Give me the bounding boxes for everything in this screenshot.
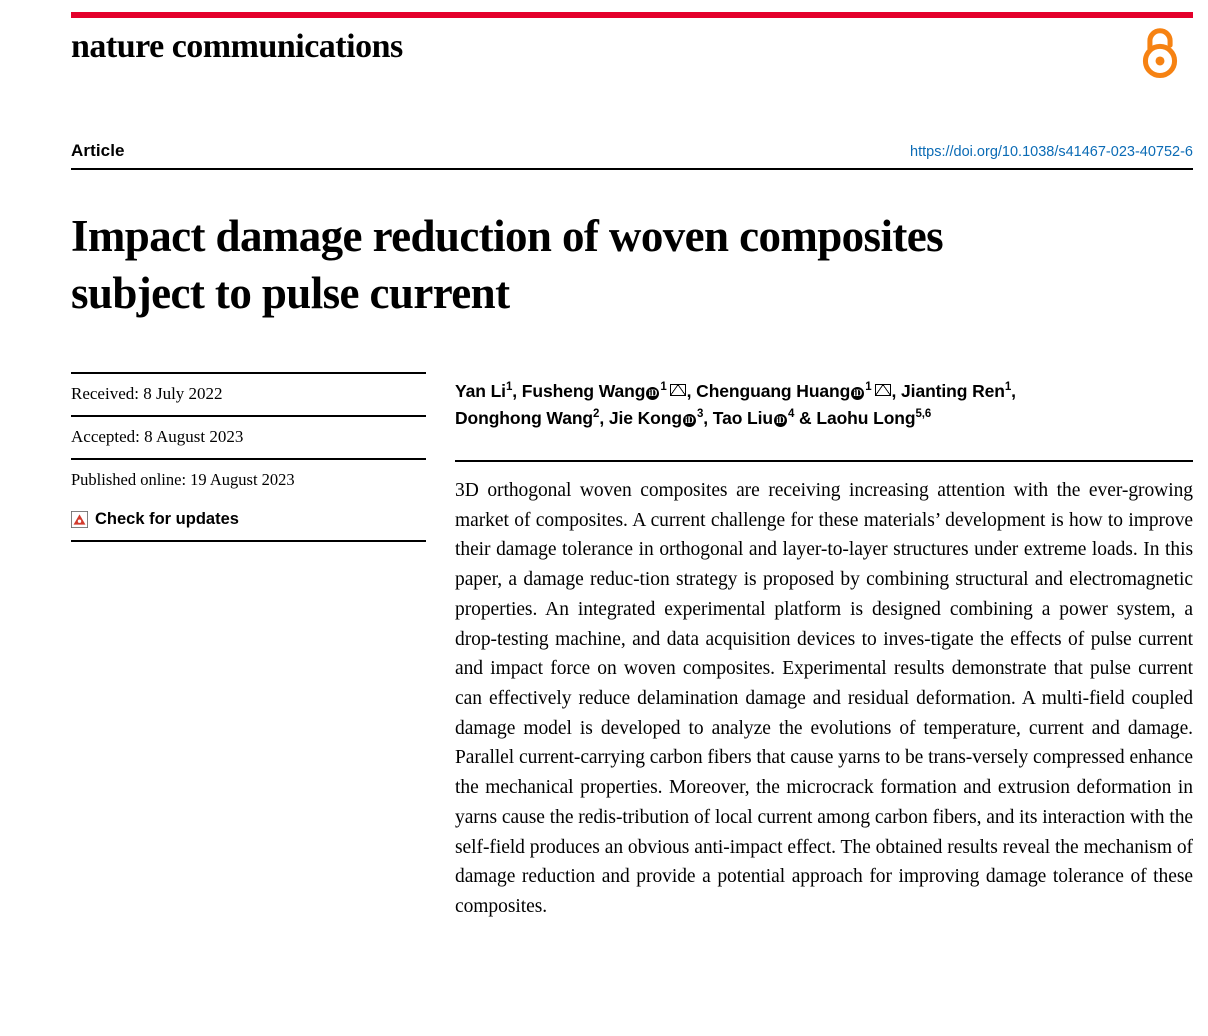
- author-entry[interactable]: Donghong Wang$^2$: [455, 408, 600, 429]
- orcid-icon[interactable]: iD: [646, 387, 659, 400]
- doi-link[interactable]: https://doi.org/10.1038/s41467-023-40752-6: [910, 144, 1193, 160]
- header-divider: [71, 168, 1193, 170]
- check-for-updates-button[interactable]: [71, 500, 426, 540]
- check-for-updates-label: Check for updates: [95, 510, 239, 529]
- meta-divider: [71, 540, 426, 542]
- orcid-icon[interactable]: iD: [774, 414, 787, 427]
- author-entry[interactable]: Jie Kong iD $^3$: [608, 408, 704, 429]
- orcid-icon[interactable]: iD: [851, 387, 864, 400]
- email-icon[interactable]: [670, 384, 686, 396]
- article-type-label: Article: [71, 141, 125, 160]
- top-accent-rule: [71, 12, 1193, 18]
- email-icon[interactable]: [875, 384, 891, 396]
- page-title: Impact damage reduction of woven composites subject to pulse current: [71, 211, 944, 319]
- check-for-updates-icon: [71, 511, 88, 528]
- authors-and-abstract: [455, 378, 1193, 922]
- abstract-text: 3D orthogonal woven composites are receiving increasing attention with the ever-growing market of composites. A current challenge for these materials’ development is how to improve their damage tolerance in orthogonal and layer-to-layer structures under extreme loads. In this paper, a damage reduc-tion strategy is proposed by combining structural and electromagnetic properties. An integrated experimental platform is designed combining a power system, a drop-testing machine, and data acquisition devices to inves-tigate the effects of pulse current and impact force on woven composites. Experimental results demonstrate that pulse current can effectively reduce delamination damage and residual deformation. A multi-field coupled damage model is developed to analyze the evolutions of temperature, current and damage. Parallel current-carrying carbon fibers that cause yarns to be trans-versely compressed enhance the mechanical properties. Moreover, the microcrack formation and extrusion deformation in yarns cause the redis-tribution of local current among carbon fibers, and its interaction with the self-field produces an obvious anti-impact effect. The obtained results reveal the mechanism of damage reduction and provide a potential approach for improving damage tolerance of these composites.: [455, 479, 1193, 918]
- author-entry[interactable]: Yan Li$^1$: [455, 381, 513, 401]
- published-date: Published online: 19 August 2023: [71, 469, 295, 489]
- author-entry[interactable]: Fusheng Wang iD $^1$: [522, 381, 687, 401]
- author-entry[interactable]: Jianting Ren$^1$: [901, 381, 1012, 401]
- author-entry[interactable]: Tao Liu iD $^4$: [712, 408, 795, 429]
- publication-history: [71, 372, 426, 542]
- received-date: Received: 8 July 2022: [71, 383, 223, 403]
- author-entry[interactable]: Chenguang Huang iD $^1$: [696, 381, 891, 401]
- open-access-icon: [1132, 24, 1188, 80]
- author-entry[interactable]: Laohu Long$^{5,6}$: [816, 408, 932, 429]
- journal-masthead: nature communications: [71, 28, 403, 65]
- orcid-icon[interactable]: iD: [683, 414, 696, 427]
- abstract-divider: [455, 460, 1193, 462]
- author-list: Yan Li$^1$, Fusheng Wang iD $^1$ , Chenguang Huang iD $^1$ , Jianting Ren$^1$, Donghong Wang$^2$, Jie Kong iD $^3$, Tao Liu iD $^4$ & Laohu Long$^{5,6}$: [455, 381, 1016, 429]
- accepted-date: Accepted: 8 August 2023: [71, 426, 244, 446]
